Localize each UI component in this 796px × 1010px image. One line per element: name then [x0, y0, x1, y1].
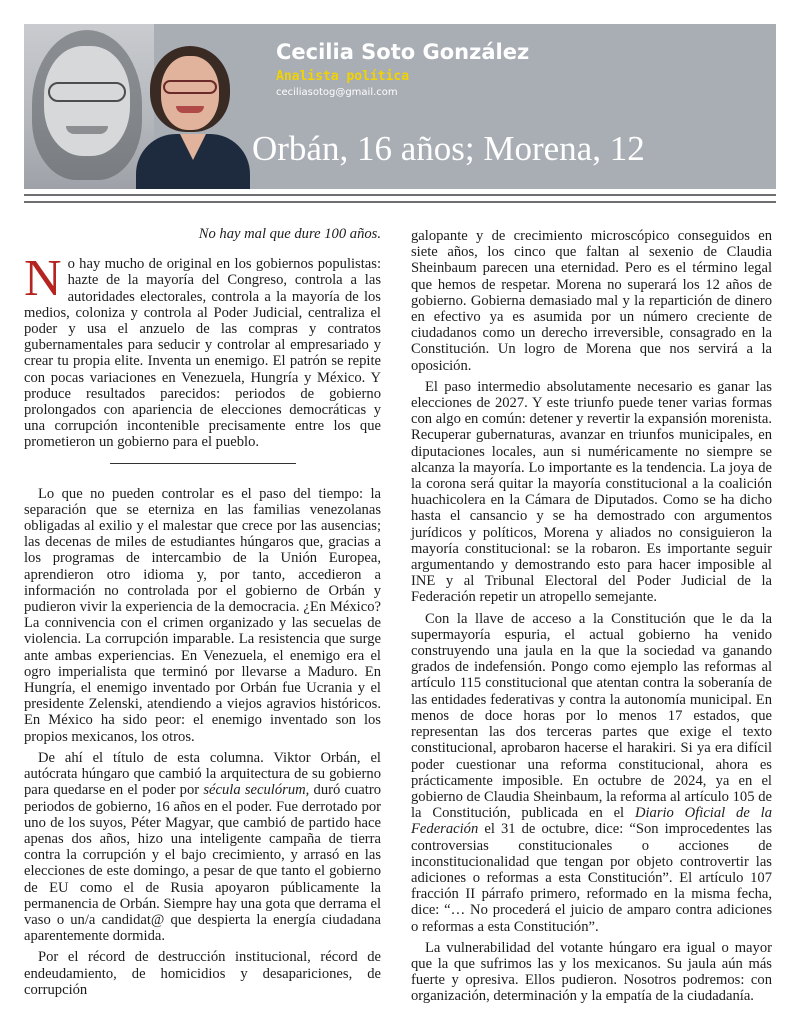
lead-text: o hay mucho de original en los gobiernos populistas: hazte de la mayoría del Congreso, controla a las autoridades electorales, controla a la mayoría de los medios, coloniza y controla al Poder Judicial, centraliza el poder y usa el anzuelo de las compras y contratos gubernamentales para seducir y controlar al empresariado y crear tu propia elite. Inventa un enemigo. El patrón se repite con pocas variaciones en Venezuela, Hungría y México. Y produce resultados parecidos: periodos de gobierno prolongados con apariencia de elecciones democráticas y una corrupción incontenible precisamente entre los que prometieron un gobierno para el pueblo. — [24, 256, 381, 451]
lead-paragraph — [24, 250, 381, 451]
portrait-smile — [176, 106, 204, 113]
section-divider — [110, 463, 296, 464]
italic-phrase: sécula seculórum, — [203, 782, 310, 799]
paragraph-text: Con la llave de acceso a la Constitución que le da la supermayoría espuria, el actual gobierno ha venido construyendo una jaula en la que la sociedad va ganando grados de indefensión. Pongo como ejemplo las reformas al artículo 115 constitucional que atentan contra la soberanía de las entidades federativas y contra la autonomía municipal. En menos de doce horas por lo menos 17 estados, que representan las dos terceras partes que exige el texto constitucional, aprobaron hacerse el harakiri. Si ya era difícil poder cuestionar una reforma constitucional, ahora es prácticamente imposible. En octubre de 2024, ya en el gobierno de Claudia Sheinbaum, la reforma al artículo 105 de la Constitución, publicada en el — [411, 610, 772, 822]
portrait-glasses — [48, 82, 126, 102]
italic-phrase: Diario Oficial de la Federación — [411, 805, 772, 838]
epigraph: No hay mal que dure 100 años. — [198, 226, 381, 242]
paragraph-text: duró cuatro periodos de gobierno, 16 años en el poder. Fue derrotado por uno de los suyos, Péter Magyar, que cambió de partido hace apenas dos años, hizo una inteligente campaña de tierra contra la corrupción y el bajo crecimiento, y arrasó en las elecciones de este domingo, a pesar de que tanto el gobierno de EU como el de Rusia apoyaron públicamente la permanencia de Orbán. Siempre hay una gota que derrama el vaso o un/a candidat@ que despierta la energía ciudadana aparentemente dormida. — [24, 782, 381, 945]
author-role: Analista política — [276, 69, 410, 84]
author-email[interactable]: ceciliasotog@gmail.com — [276, 87, 398, 98]
paragraph: Por el récord de destrucción institucional, récord de endeudamiento, de homicidios y desapariciones, de corrupción — [24, 949, 381, 998]
paragraph — [24, 750, 381, 944]
portrait-glasses — [163, 80, 217, 94]
headline: Orbán, 16 años; Morena, 12 — [252, 129, 645, 168]
paragraph-continued: galopante y de crecimiento microscópico conseguidos en siete años, los cinco que faltan al sexenio de Claudia Sheinbaum parecen una eternidad. Pero es el término legal que hemos de respetar. Morena no superará los 12 años de gobierno. Gobierna demasiado mal y la repartición de dinero en efectivo ya es asumida por un número creciente de ciudadanos como un derecho irreversible, consagrado en la Constitución. Un logro de Morena que nos servirá a la oposición. — [411, 228, 772, 374]
paragraph: El paso intermedio absolutamente necesario es ganar las elecciones de 2027. Y este triunfo puede tener varias formas con algo en común: detener y revertir la expansión morenista. Recuperar gubernaturas, avanzar en triunfos municipales, en diputaciones locales, aun si numéricamente no siempre se alcanza la mayoría. Lo importante es la tendencia. La joya de la corona será quitar la mayoría constitucional a la coalición huachicolera en la Cámara de Diputados. Como se ha dicho hasta el cansancio y se ha demostrado con argumentos jurídicos y políticos, Morena y aliados no consiguieron la mayoría constitucional: se la robaron. Es importante seguir argumentando y demostrando esto para hacer imposible al INE y al Tribunal Electoral del Poder Judicial de la Federación repetir un atropello semejante. — [411, 378, 772, 606]
drop-cap: N — [24, 250, 62, 308]
header-rule-bottom — [24, 201, 776, 203]
paragraph-text: De ahí el título de esta columna. Viktor Orbán, el autócrata húngaro que cambió la arquitectura de su gobierno para quedarse en el poder por — [24, 749, 381, 799]
paragraph — [411, 611, 772, 935]
column-header — [24, 24, 776, 189]
author-portrait-large — [24, 24, 154, 189]
paragraph: La vulnerabilidad del votante húngaro era igual o mayor que la que sufrimos las y los mexicanos. Su jaula aún más fuerte y opresiva. Ellos pudieron. Nosotros podremos: con organización, determinación y la empatía de la ciudadanía. — [411, 939, 772, 1005]
article-column-left — [24, 226, 381, 1003]
author-name: Cecilia Soto González — [276, 40, 530, 64]
header-rule-top — [24, 194, 776, 196]
author-portrait-color — [136, 42, 250, 189]
paragraph-text: el 31 de octubre, dice: “Son improcedentes las controversias constitucionales o acciones de inconstitucionalidad que tengan por objeto controvertir las adiciones o reformas a esta Constitución”. El artículo 107 fracción II párrafo primero, reformado en la misma fecha, dice: “… No procederá el juicio de amparo contra adiciones o reformas a esta Constitución”. — [411, 821, 772, 935]
paragraph: Lo que no pueden controlar es el paso del tiempo: la separación que se eterniza en las familias venezolanas obligadas al exilio y el malestar que crece por las ausencias; las decenas de miles de estudiantes húngaros que, gracias a los programas de intercambio de la Unión Europea, aprendieron otro idioma y, por tanto, accedieron a información no controlada por el gobierno de Orbán y pudieron vivir la experiencia de la democracia. ¿En México? La connivencia con el crimen organizado y las secuelas de violencia. La corrupción imparable. La resistencia que surge ante ambas experiencias. En Venezuela, el enemigo era el ogro imperialista que terminó por llevarse a Maduro. En Hungría, el enemigo inventado por Orbán fue Ucrania y el presidente Zelenski, atendiendo a viejos agravios históricos. En México ha sido peor: el enemigo inventado son los propios mexicanos, los otros. — [24, 485, 381, 745]
portrait-mouth — [66, 126, 108, 134]
article-column-right — [411, 228, 772, 1010]
